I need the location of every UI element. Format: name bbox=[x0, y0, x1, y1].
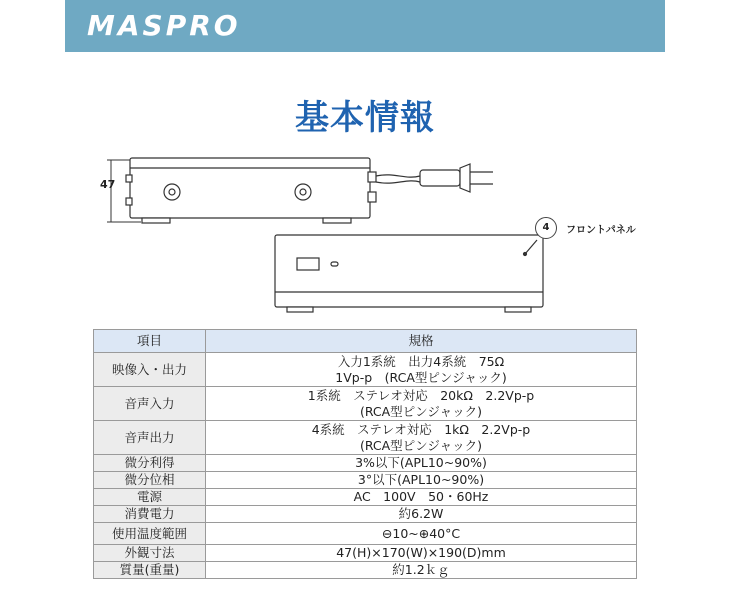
device-front-view bbox=[275, 235, 543, 312]
row-item: 音声出力 bbox=[94, 421, 206, 455]
table-row bbox=[94, 455, 637, 472]
table-row bbox=[94, 472, 637, 489]
spec-table bbox=[93, 329, 637, 579]
value-line-2: (RCA型ピンジャック) bbox=[359, 403, 483, 419]
row-value: 約6.2W bbox=[206, 506, 637, 523]
table-row bbox=[94, 545, 637, 562]
row-value: 約1.2ｋｇ bbox=[206, 562, 637, 579]
table-row bbox=[94, 506, 637, 523]
row-item: 微分利得 bbox=[94, 455, 206, 472]
row-item: 使用温度範囲 bbox=[94, 523, 206, 545]
row-value: AC 100V 50・60Hz bbox=[206, 489, 637, 506]
row-item: 音声入力 bbox=[94, 387, 206, 421]
row-value bbox=[206, 387, 637, 421]
row-value bbox=[206, 353, 637, 387]
maspro-logo: MASPRO bbox=[87, 9, 241, 42]
power-cord-plug bbox=[376, 164, 493, 192]
value-line-2: 1Vp-p (RCA型ピンジャック) bbox=[335, 369, 507, 385]
table-row bbox=[94, 562, 637, 579]
row-item: 質量(重量) bbox=[94, 562, 206, 579]
row-value: 47(H)×170(W)×190(D)mm bbox=[206, 545, 637, 562]
row-item: 映像入・出力 bbox=[94, 353, 206, 387]
callout-number: 4 bbox=[535, 217, 557, 239]
value-line-1: 入力1系統 出力4系統 75Ω bbox=[337, 353, 505, 369]
front-panel-label: フロントパネル bbox=[566, 225, 636, 236]
table-row bbox=[94, 421, 637, 455]
table-header-row bbox=[94, 330, 637, 353]
row-item: 外観寸法 bbox=[94, 545, 206, 562]
row-value bbox=[206, 421, 637, 455]
row-item: 消費電力 bbox=[94, 506, 206, 523]
device-side-view bbox=[126, 158, 376, 223]
row-value: ⊖10~⊕40°C bbox=[206, 523, 637, 545]
value-line-2: (RCA型ピンジャック) bbox=[359, 437, 483, 453]
page-title: 基本情報 bbox=[295, 98, 435, 138]
row-item: 電源 bbox=[94, 489, 206, 506]
value-line-1: 1系統 ステレオ対応 20kΩ 2.2Vp-p bbox=[307, 387, 535, 403]
value-line-1: 4系統 ステレオ対応 1kΩ 2.2Vp-p bbox=[311, 421, 531, 437]
row-value: 3°以下(APL10~90%) bbox=[206, 472, 637, 489]
row-value: 3%以下(APL10~90%) bbox=[206, 455, 637, 472]
table-row bbox=[94, 489, 637, 506]
row-item: 微分位相 bbox=[94, 472, 206, 489]
header-spec: 規格 bbox=[206, 330, 637, 353]
header-item: 項目 bbox=[94, 330, 206, 353]
header-banner bbox=[65, 0, 665, 52]
table-row bbox=[94, 523, 637, 545]
table-row bbox=[94, 353, 637, 387]
table-row bbox=[94, 387, 637, 421]
height-dimension-label: 47 bbox=[100, 178, 116, 191]
